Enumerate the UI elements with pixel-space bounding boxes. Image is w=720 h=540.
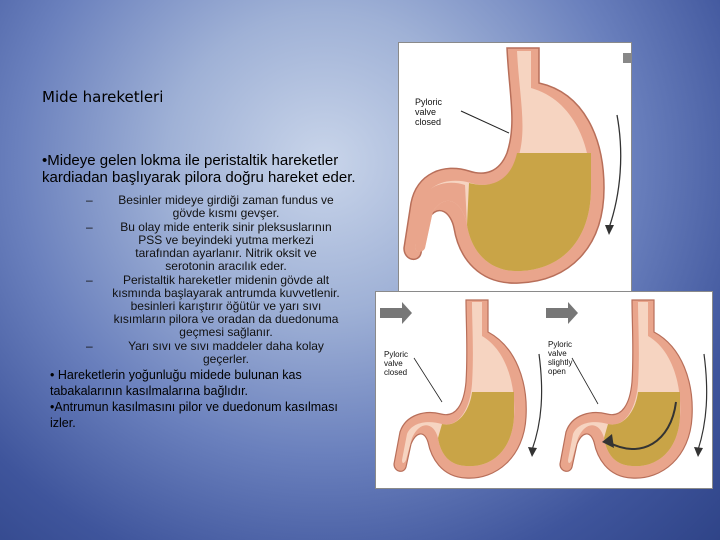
label-line: valve	[415, 107, 437, 117]
motion-arrow	[698, 354, 707, 450]
sub-bullet	[42, 221, 342, 273]
arrowhead	[605, 225, 614, 235]
stomach-illustration	[376, 292, 712, 488]
arrowhead	[528, 447, 537, 457]
grey-arrow	[380, 308, 402, 318]
label-pointer	[414, 358, 442, 402]
label-line: valve	[384, 359, 403, 368]
label-line: valve	[548, 349, 567, 358]
label-line: Pyloric	[548, 340, 573, 349]
stomach-figure-bottom	[375, 291, 713, 489]
label-line: closed	[384, 368, 408, 377]
label-line: open	[548, 367, 566, 376]
label-line: Pyloric	[384, 350, 409, 359]
motion-arrow	[609, 115, 621, 228]
pyloric-label	[384, 350, 408, 377]
motion-arrow	[532, 354, 542, 450]
arrowhead	[568, 302, 578, 324]
label-pointer	[572, 358, 598, 404]
arrowhead	[402, 302, 412, 324]
sub-bullet	[42, 194, 342, 220]
sub-bullet-text: Besinler mideye girdiği zaman fundus ve gövde kısmı gevşer.	[118, 193, 334, 220]
stomach-figure-top	[398, 42, 632, 294]
label-line: closed	[415, 117, 442, 127]
dash-marker: –	[86, 193, 93, 207]
main-bullet: •Mideye gelen lokma ile peristaltik hareketler kardiadan başlıyarak pilora doğru hareket eder.	[42, 152, 356, 186]
pyloric-label	[548, 340, 572, 376]
stomach-illustration	[399, 43, 631, 293]
body-text: •Antrumun kasılmasını pilor ve duedonum kasılması izler.	[50, 400, 338, 430]
sub-bullet	[42, 340, 342, 366]
body-text: • Hareketlerin yoğunluğu midede bulunan kas tabakalarının kasılmalarına bağlıdır.	[50, 368, 302, 398]
pyloric-label	[415, 97, 442, 127]
sub-bullet	[42, 274, 342, 339]
dash-marker: –	[86, 220, 93, 234]
bullet-list	[42, 152, 362, 431]
arrowhead	[694, 447, 703, 457]
sub-bullet-text: Bu olay mide enterik sinir pleksuslarının PSS ve beyindeki yutma merkezi tarafından ayarlanır. Nitrik oksit ve serotonin aracılık eder.	[120, 220, 332, 273]
dash-marker: –	[86, 339, 93, 353]
corner-mark	[623, 53, 631, 63]
label-pointer	[461, 111, 509, 133]
slide-title: Mide hareketleri	[42, 88, 164, 106]
sub-bullet-text: Yarı sıvı ve sıvı maddeler daha kolay geçerler.	[128, 339, 324, 366]
label-line: slightly	[548, 358, 573, 367]
sub-bullet-text: Peristaltik hareketler midenin gövde alt kısmında başlayarak antrumda kuvvetlenir. besinleri karıştırır öğütür ve yarı sıvı kısımların pilora ve oradan da duedonuma geçmesi sağlanır.	[112, 273, 340, 339]
label-line: Pyloric	[415, 97, 443, 107]
grey-arrow	[546, 308, 568, 318]
dash-marker: –	[86, 273, 93, 287]
